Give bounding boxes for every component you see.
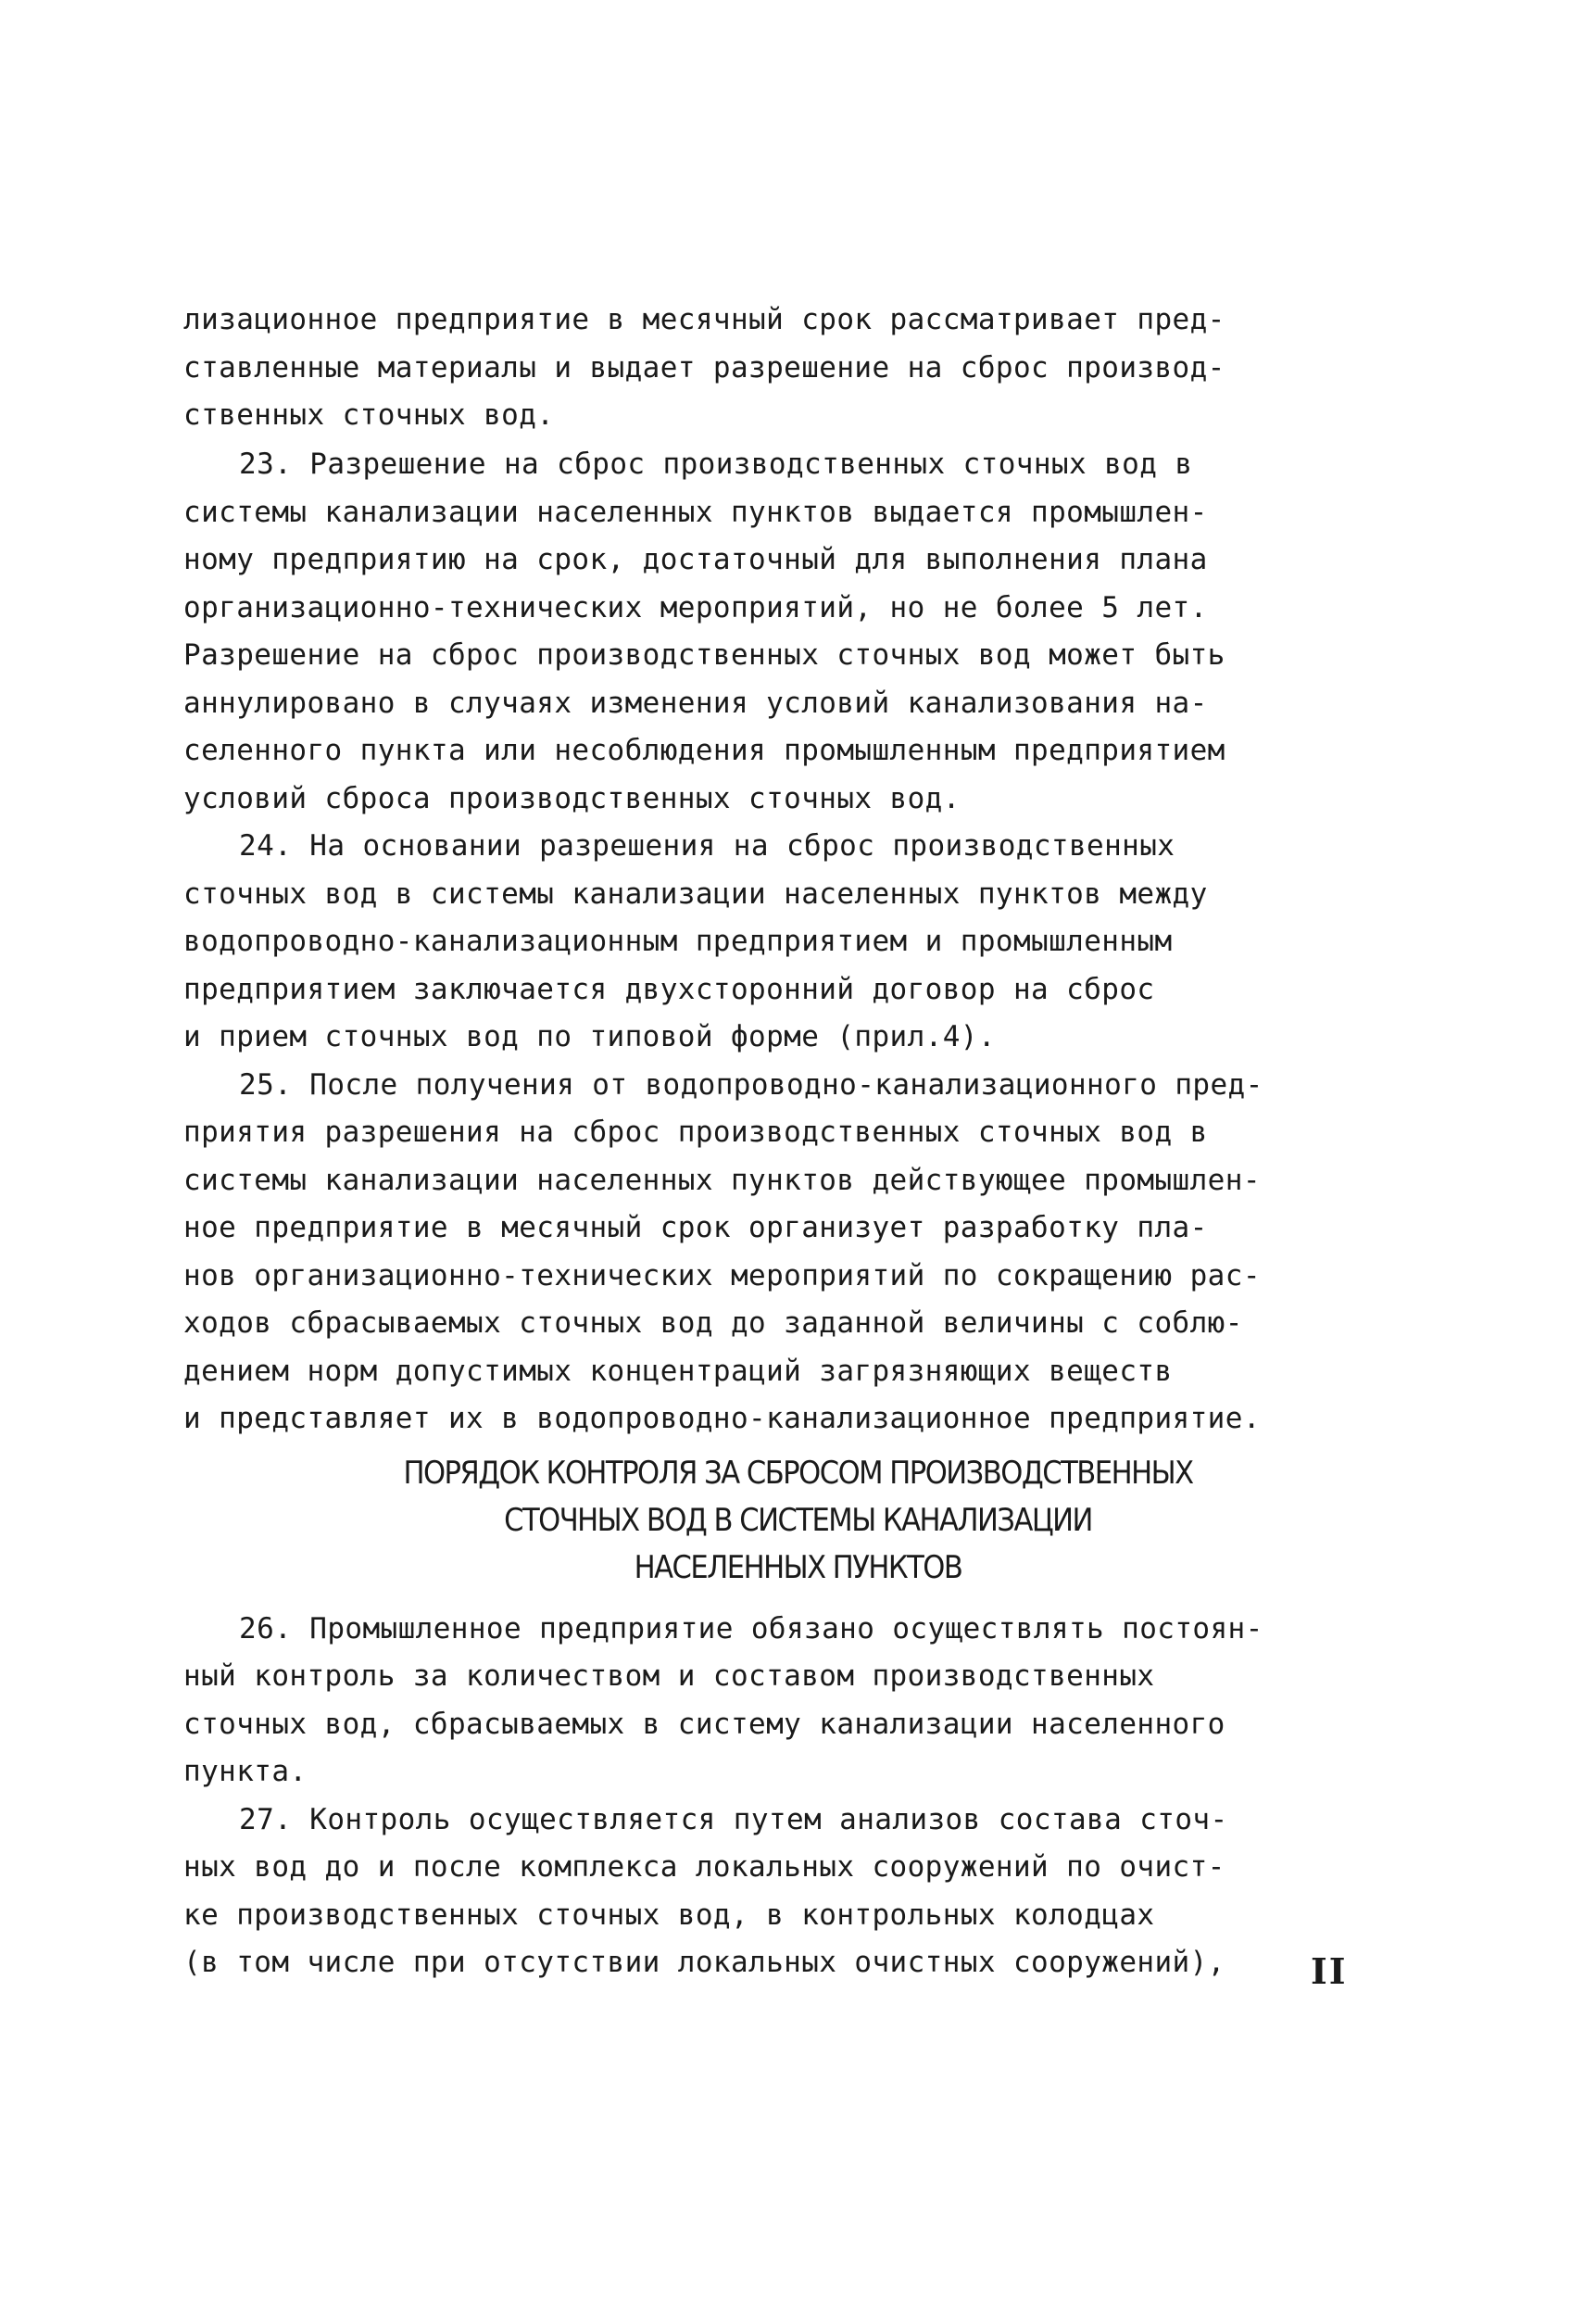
text-line: ственных сточных вод. [183,398,555,432]
text-line: (в том числе при отсутствии локальных очистных сооружений), [183,1946,1225,1979]
text-line: системы канализации населенных пунктов действующее промышлен- [183,1164,1261,1197]
text-line: предприятием заключается двухсторонний договор на сброс [183,973,1155,1006]
text-line: аннулировано в случаях изменения условий канализования на- [183,687,1208,720]
paragraph-25-first-line: 25. После получения от водопроводно-канализационного пред- [239,1068,1263,1102]
text-line: пункта. [183,1755,308,1788]
text-line: ных вод до и после комплекса локальных сооружений по очист- [183,1850,1225,1884]
text-line: системы канализации населенных пунктов выдается промышлен- [183,496,1208,529]
paragraph-24-first-line: 24. На основании разрешения на сброс производственных [239,829,1175,863]
paragraph-23-first-line: 23. Разрешение на сброс производственных сточных вод в [239,448,1193,481]
text-line: ходов сбрасываемых сточных вод до заданной величины с соблю- [183,1306,1243,1340]
section-heading-line: НАСЕЛЕННЫХ ПУНКТОВ [634,1549,962,1586]
text-line: водопроводно-канализационным предприятием и промышленным [183,925,1173,958]
text-line: ный контроль за количеством и составом производственных [183,1659,1155,1693]
text-line: ному предприятию на срок, достаточный для выполнения плана [183,543,1208,576]
paragraph-27-first-line: 27. Контроль осуществляется путем анализов состава сточ- [239,1803,1228,1836]
text-line: лизационное предприятие в месячный срок рассматривает пред- [183,303,1225,336]
text-line: приятия разрешения на сброс производственных сточных вод в [183,1116,1208,1149]
section-heading-line: СТОЧНЫХ ВОД В СИСТЕМЫ КАНАЛИЗАЦИИ [504,1502,1092,1539]
text-line: ставленные материалы и выдает разрешение на сброс производ- [183,351,1225,385]
text-line: сточных вод, сбрасываемых в систему канализации населенного [183,1708,1225,1741]
text-line: селенного пункта или несоблюдения промышленным предприятием [183,734,1225,767]
text-line: Разрешение на сброс производственных сточных вод может быть [183,638,1225,672]
text-line: ке производственных сточных вод, в контрольных колодцах [183,1898,1155,1932]
text-line: условий сброса производственных сточных вод. [183,782,961,815]
paragraph-26-first-line: 26. Промышленное предприятие обязано осуществлять постоян- [239,1612,1263,1645]
text-line: нов организационно-технических мероприятий по сокращению рас- [183,1259,1261,1292]
page-number: II [1311,1950,1348,1992]
text-line: дением норм допустимых концентраций загрязняющих веществ [183,1355,1173,1388]
text-line: и представляет их в водопроводно-канализационное предприятие. [183,1402,1261,1435]
text-line: сточных вод в системы канализации населенных пунктов между [183,877,1208,911]
text-line: ное предприятие в месячный срок организует разработку пла- [183,1211,1208,1244]
section-heading-line: ПОРЯДОК КОНТРОЛЯ ЗА СБРОСОМ ПРОИЗВОДСТВЕННЫХ [403,1455,1193,1492]
text-line: и прием сточных вод по типовой форме (прил.4). [183,1020,996,1053]
text-line: организационно-технических мероприятий, но не более 5 лет. [183,591,1208,624]
